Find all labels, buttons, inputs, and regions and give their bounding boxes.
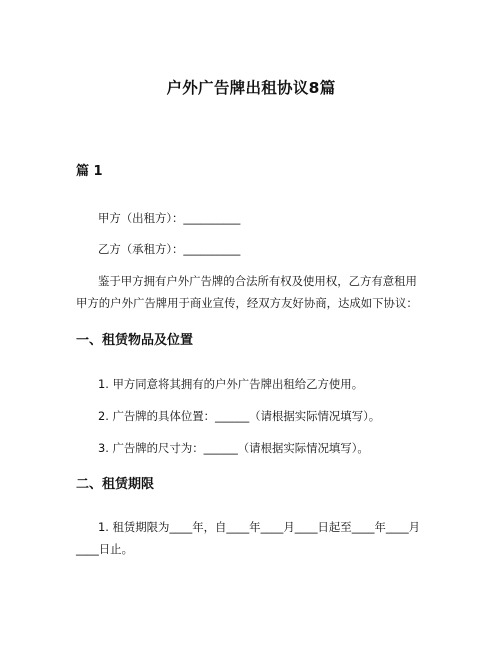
section-1-item-3: 3. 广告牌的尺寸为：______（请根据实际情况填写）。 [98,441,369,455]
preamble-paragraph: 鉴于甲方拥有户外广告牌的合法所有权及使用权，乙方有意租用甲方的户外广告牌用于商业宣传，经双方友好协商，达成如下协议： [76,274,418,310]
section-heading-rental-period: 二、租赁期限 [76,477,155,492]
section-1-item-2: 2. 广告牌的具体位置：______（请根据实际情况填写）。 [98,409,381,423]
part-heading: 篇 1 [76,164,103,179]
section-heading-rental-items: 一、租赁物品及位置 [76,333,194,348]
document-title: 户外广告牌出租协议8篇 [166,79,336,97]
party-b-line: 乙方（承租方）：__________ [98,242,241,256]
section-1-item-1: 1. 甲方同意将其拥有的户外广告牌出租给乙方使用。 [98,377,364,391]
party-a-line: 甲方（出租方）：__________ [98,211,241,225]
section-2-item-1: 1. 租赁期限为____年，自____年____月____日起至____年____月____日止。 [76,520,421,556]
